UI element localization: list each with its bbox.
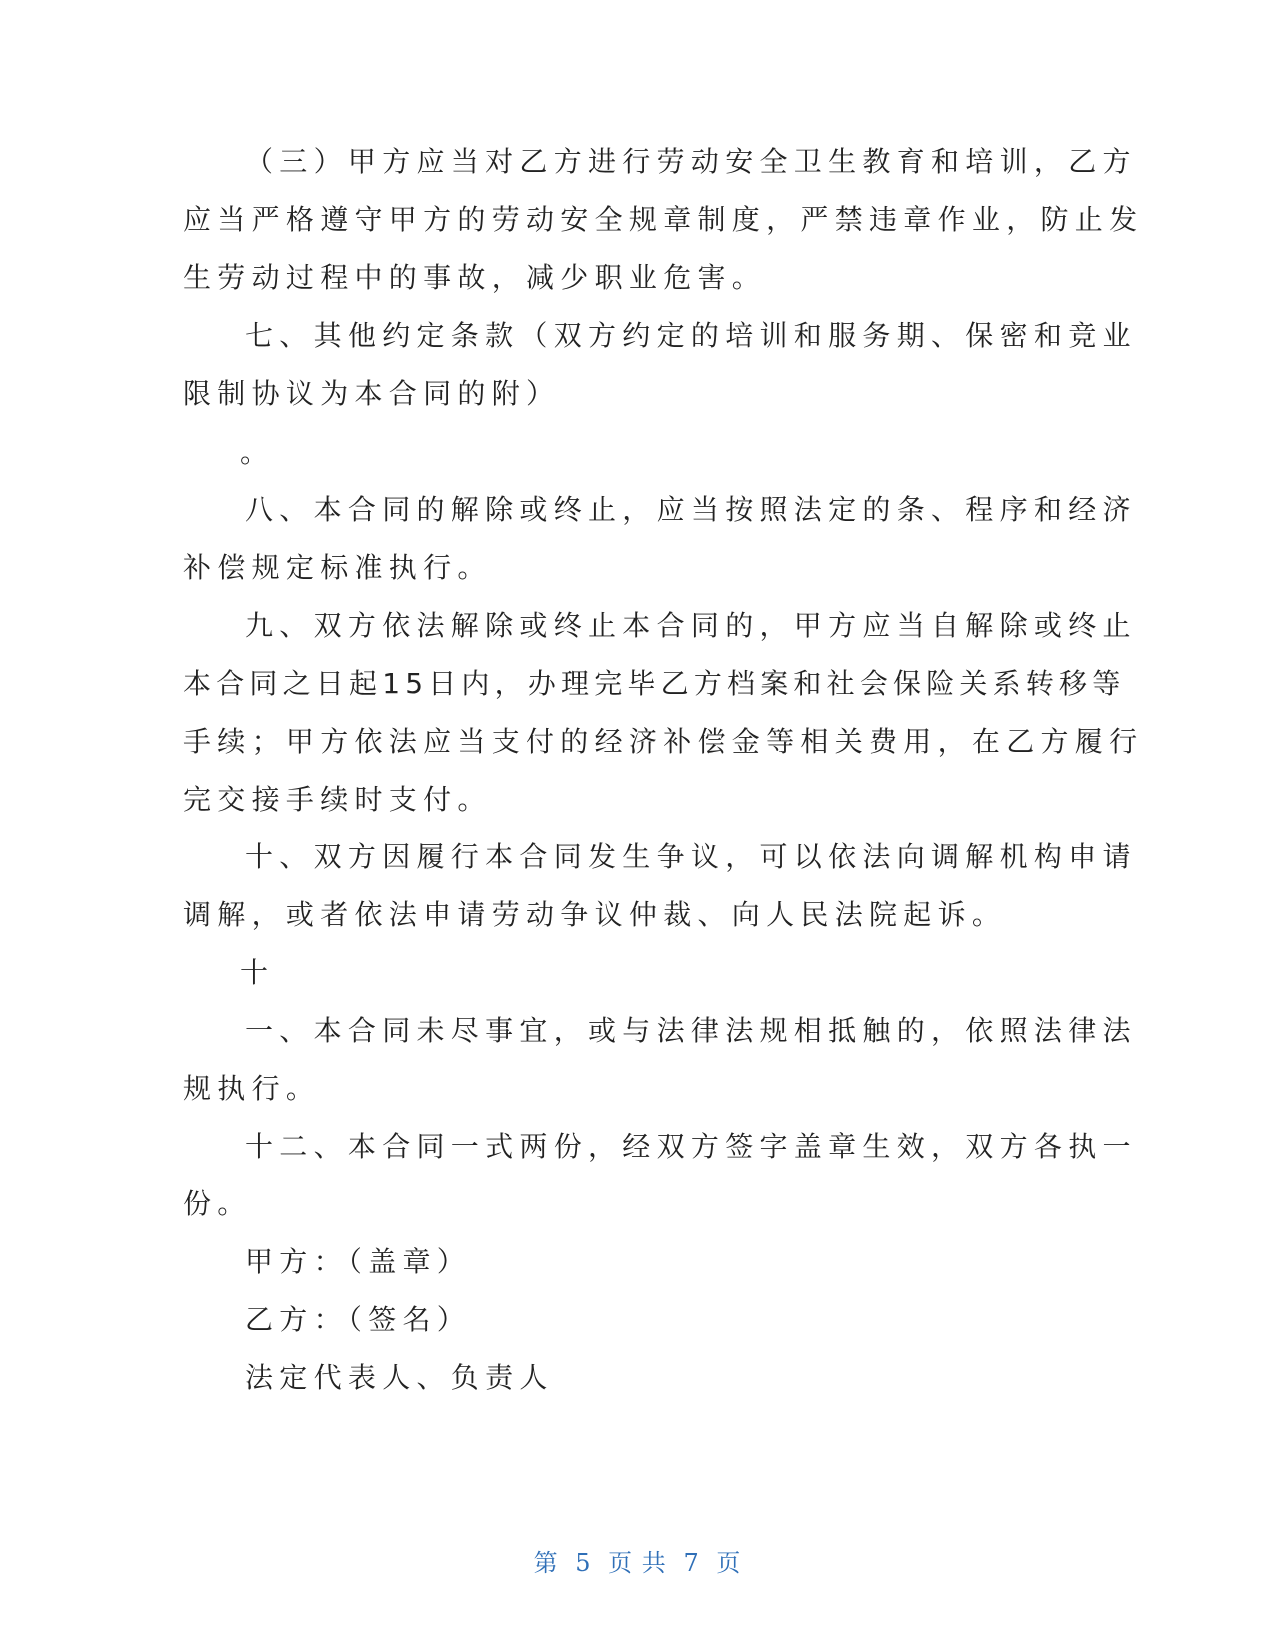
signature-party-b: 乙方：（签名） bbox=[245, 1303, 472, 1336]
paragraph-line: 九、双方依法解除或终止本合同的，甲方应当自解除或终止 bbox=[245, 609, 1137, 642]
paragraph-line: 限制协议为本合同的附） bbox=[183, 377, 561, 410]
paragraph-line: 手续；甲方依法应当支付的经济补偿金等相关费用，在乙方履行 bbox=[183, 725, 1144, 758]
paragraph-line: 生劳动过程中的事故，减少职业危害。 bbox=[183, 261, 767, 294]
paragraph-line: 调解，或者依法申请劳动争议仲裁、向人民法院起诉。 bbox=[183, 898, 1007, 931]
paragraph-line: 七、其他约定条款（双方约定的培训和服务期、保密和竞业 bbox=[245, 319, 1137, 352]
total-pages-number: 7 bbox=[683, 1549, 700, 1577]
paragraph-line: 本合同之日起15日内，办理完毕乙方档案和社会保险关系转移等 bbox=[183, 667, 1126, 700]
paragraph-line: 八、本合同的解除或终止，应当按照法定的条、程序和经济 bbox=[245, 493, 1137, 526]
paragraph-line: 十 bbox=[240, 956, 275, 989]
paragraph-line: 。 bbox=[240, 436, 275, 469]
paragraph-line: 补偿规定标准执行。 bbox=[183, 551, 492, 584]
signature-party-a: 甲方：（盖章） bbox=[245, 1245, 472, 1278]
footer-prefix: 第 bbox=[533, 1549, 559, 1577]
page-footer bbox=[0, 1543, 1275, 1578]
current-page-number: 5 bbox=[575, 1549, 592, 1577]
paragraph-line: 一、本合同未尽事宜，或与法律法规相抵触的，依照法律法 bbox=[245, 1014, 1137, 1047]
paragraph-line: 份。 bbox=[183, 1187, 252, 1220]
paragraph-line: 规执行。 bbox=[183, 1072, 321, 1105]
footer-middle: 页 共 bbox=[608, 1549, 667, 1577]
paragraph-line: 十二、本合同一式两份，经双方签字盖章生效，双方各执一 bbox=[245, 1130, 1137, 1163]
paragraph-line: 应当严格遵守甲方的劳动安全规章制度，严禁违章作业，防止发 bbox=[183, 203, 1144, 236]
paragraph-line: 十、双方因履行本合同发生争议，可以依法向调解机构申请 bbox=[245, 840, 1137, 873]
footer-suffix: 页 bbox=[716, 1549, 742, 1577]
legal-representative-label: 法定代表人、负责人 bbox=[245, 1361, 554, 1394]
paragraph-line: （三）甲方应当对乙方进行劳动安全卫生教育和培训，乙方 bbox=[245, 145, 1137, 178]
paragraph-line: 完交接手续时支付。 bbox=[183, 783, 492, 816]
